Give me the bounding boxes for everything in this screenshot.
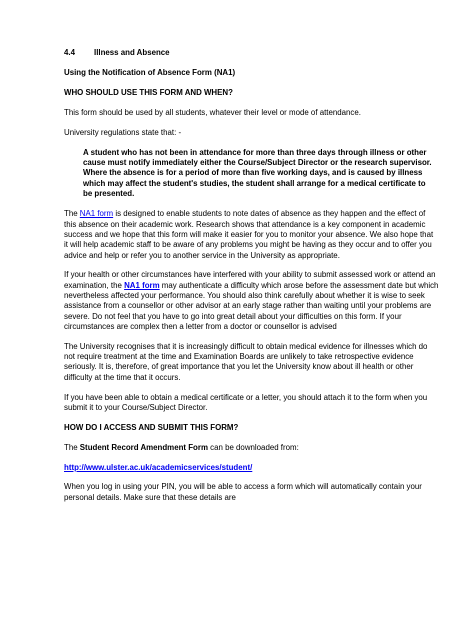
section-heading — [64, 48, 439, 58]
medical-evidence-paragraph: The University recognises that it is increasingly difficult to obtain medical evidence for illnesses which do not require treatment at the time and Examination Boards are unlikely to take retrospective evidence seriously. It is, therefore, of great importance that you let the University know about ill health or other difficulty at the time that it occurs. — [64, 341, 428, 382]
health-circumstances-paragraph — [64, 270, 439, 332]
attach-certificate-paragraph: If you have been able to obtain a medical certificate or a letter, you should attach it to the form when you submit it to your Course/Subject Director. — [64, 392, 428, 412]
document-body — [64, 48, 439, 513]
how-to-access-heading: HOW DO I ACCESS AND SUBMIT THIS FORM? — [64, 422, 239, 432]
url-paragraph — [64, 463, 439, 473]
form-subtitle: Using the Notification of Absence Form (NA1) — [64, 68, 236, 78]
na1-form-link-bold[interactable]: NA1 form — [124, 280, 160, 290]
na1-purpose-before: The — [64, 209, 80, 219]
download-after: can be downloaded from: — [207, 442, 299, 452]
download-before: The — [64, 442, 80, 452]
student-record-form-name: Student Record Amendment Form — [79, 442, 208, 452]
regulation-quote: A student who has not been in attendance for more than three days through illness or other cause must notify immediately either the Course/Subject Director or the research supervisor. Where the absence is for a period of more than five working days, and is caused by illness which may affect the student's studies, the student shall arrange for a medical certificate to be presented. — [83, 147, 432, 199]
download-paragraph — [64, 443, 439, 453]
all-students-paragraph: This form should be used by all students, whatever their level or mode of attendance. — [64, 108, 361, 118]
na1-purpose-paragraph — [64, 209, 439, 260]
na1-form-link[interactable]: NA1 form — [79, 209, 114, 219]
academic-services-url-link[interactable]: http://www.ulster.ac.uk/academicservices/student/ — [64, 462, 253, 472]
na1-purpose-after: is designed to enable students to note dates of absence as they happen and the effect of this absence on their academic work. Research shows that attendance is a key component in academic success and we hope that this form will make it easier for you to monitor your absence. We also hope that it will help academic staff to be aware of any problems you might be having as they occur and to offer you advice and help or refer you to another service in the University as appropriate. — [64, 209, 434, 260]
who-should-use-heading: WHO SHOULD USE THIS FORM AND WHEN? — [64, 88, 233, 98]
health-after: may authenticate a difficulty which arose before the assessment date but which nevertheless affected your performance. You should also think carefully about whether it is wise to seek assistance from a counsellor or other advisor at an early stage rather than waiting until your problems are severe. Do not feel that you have to go into great detail about your difficulties on this form. If your circumstances are complex then a letter from a doctor or counsellor is advised — [64, 280, 439, 331]
regulations-intro: University regulations state that: - — [64, 127, 182, 137]
health-before: If your health or other circumstances have interfered with your ability to submit assessed work or attend an examination, the — [64, 270, 436, 290]
section-number: 4.4 — [64, 48, 75, 57]
section-title: Illness and Absence — [94, 48, 170, 57]
pin-login-paragraph: When you log in using your PIN, you will be able to access a form which will automatically contain your personal details. Make sure that these details are — [64, 482, 422, 502]
